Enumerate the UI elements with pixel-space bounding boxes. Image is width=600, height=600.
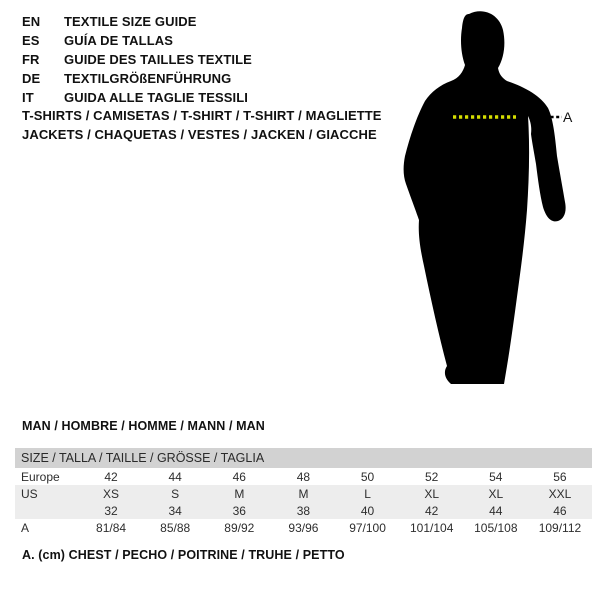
size-cell: 48 (296, 469, 311, 484)
size-cell: L (364, 486, 371, 501)
size-cell: 38 (296, 503, 311, 518)
measure-label-a: A (563, 109, 573, 125)
size-cell: M (234, 486, 245, 501)
size-cell: 50 (360, 469, 375, 484)
language-code: ES (22, 33, 40, 48)
language-code: DE (22, 71, 41, 86)
language-code: EN (22, 14, 41, 29)
size-cell: 56 (553, 469, 567, 484)
category-line-tshirts: T-SHIRTS / CAMISETAS / T-SHIRT / T-SHIRT / MAGLIETTE (22, 108, 382, 123)
size-cell: 44 (489, 503, 503, 518)
size-table-row (15, 519, 592, 536)
size-cell: 105/108 (474, 520, 518, 535)
size-cell: 40 (360, 503, 375, 518)
size-cell: 101/104 (409, 520, 454, 535)
language-code: FR (22, 52, 40, 67)
size-table (15, 448, 592, 536)
language-row (22, 31, 252, 50)
size-cell: 109/112 (538, 520, 582, 535)
size-row-label: Europe (21, 469, 60, 484)
size-cell: 54 (489, 469, 503, 484)
language-row (22, 69, 252, 88)
size-cell: 42 (104, 469, 118, 484)
size-row-label (15, 502, 79, 519)
category-lines (22, 106, 382, 144)
language-label: TEXTILE SIZE GUIDE (64, 14, 197, 29)
language-list (22, 12, 252, 107)
language-row (22, 12, 252, 31)
man-silhouette-svg (403, 8, 575, 393)
category-line-jackets: JACKETS / CHAQUETAS / VESTES / JACKEN / GIACCHE (22, 127, 377, 142)
size-cell: 46 (232, 469, 246, 484)
language-label: GUIDA ALLE TAGLIE TESSILI (64, 90, 249, 105)
measurement-footnote: A. (cm) CHEST / PECHO / POITRINE / TRUHE / PETTO (22, 548, 345, 562)
size-cell: 32 (104, 503, 118, 518)
size-table-header-row (15, 448, 592, 468)
man-silhouette (404, 11, 566, 384)
size-cell: XL (488, 486, 504, 501)
language-code: IT (22, 90, 34, 105)
size-table-row (15, 468, 592, 485)
language-label: GUIDE DES TAILLES TEXTILE (64, 52, 252, 67)
size-table-row (15, 485, 592, 502)
size-cell: 93/96 (288, 520, 319, 535)
size-cell: 97/100 (349, 520, 386, 535)
man-silhouette-figure (403, 8, 598, 393)
language-row (22, 88, 252, 107)
section-title-man: MAN / HOMBRE / HOMME / MANN / MAN (22, 419, 265, 433)
size-cell: 52 (425, 469, 439, 484)
size-cell: 89/92 (224, 520, 255, 535)
size-cell: XXL (548, 486, 572, 501)
size-cell: 81/84 (96, 520, 127, 535)
size-cell: XS (103, 486, 120, 501)
size-row-label: US (21, 486, 38, 501)
size-cell: XL (424, 486, 440, 501)
size-cell: 44 (168, 469, 182, 484)
size-table-row (15, 502, 592, 519)
size-cell: S (171, 486, 180, 501)
language-label: TEXTILGRÖßENFÜHRUNG (64, 71, 232, 86)
size-cell: 85/88 (160, 520, 191, 535)
size-row-label: A (21, 520, 30, 535)
size-cell: 36 (232, 503, 246, 518)
size-cell: 42 (425, 503, 439, 518)
size-cell: 46 (553, 503, 567, 518)
language-label: GUÍA DE TALLAS (64, 33, 174, 48)
size-table-header: SIZE / TALLA / TAILLE / GRÖSSE / TAGLIA (15, 448, 592, 468)
size-cell: M (298, 486, 309, 501)
language-row (22, 50, 252, 69)
size-cell: 34 (168, 503, 182, 518)
